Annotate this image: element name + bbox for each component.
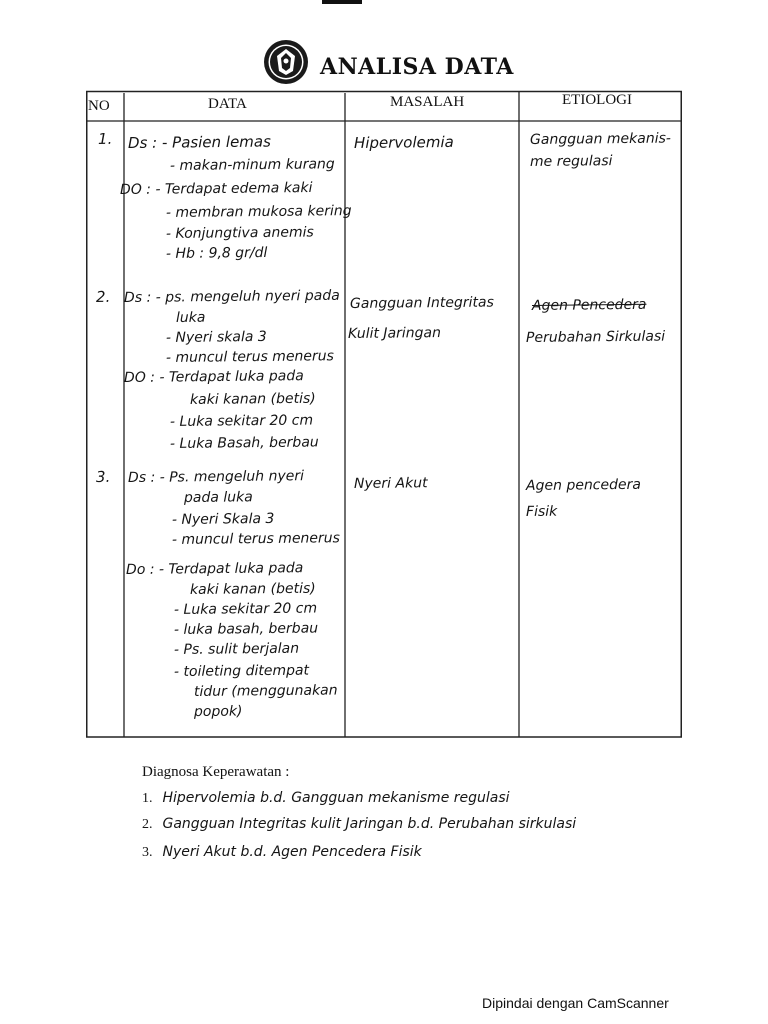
document-title: ANALISA DATA [320, 54, 514, 80]
diagnosis-text: Gangguan Integritas kulit Jaringan b.d. Perubahan sirkulasi [162, 816, 577, 832]
etiologi-line: Perubahan Sirkulasi [525, 328, 666, 346]
diagnosis-number: 3. [142, 845, 153, 860]
masalah-line: Kulit Jaringan [347, 325, 442, 342]
data-line: - Luka sekitar 20 cm [173, 600, 318, 618]
analysis-table [86, 90, 682, 738]
data-line: Ds : - ps. mengeluh nyeri pada [123, 287, 340, 306]
row-number: 3. [95, 467, 111, 486]
data-line: luka [175, 309, 206, 326]
masalah-line: Nyeri Akut [353, 475, 428, 492]
data-line: - toileting ditempat [173, 662, 310, 680]
data-line: - Luka Basah, berbau [169, 434, 319, 452]
data-line: kaki kanan (betis) [189, 580, 316, 598]
data-line: tidur (menggunakan [193, 682, 338, 700]
diagnosis-item [142, 816, 576, 833]
top-edge-mark [322, 0, 362, 4]
etiologi-line: Fisik [525, 503, 558, 520]
scanner-footer: Dipindai dengan CamScanner [482, 995, 669, 1011]
column-header-etiologi: ETIOLOGI [562, 92, 632, 108]
data-line: Ds : - Pasien lemas [127, 132, 271, 152]
data-line: - makan-minum kurang [169, 156, 335, 174]
diagnosis-text: Nyeri Akut b.d. Agen Pencedera Fisik [162, 844, 422, 860]
etiologi-line: Agen pencedera [525, 476, 641, 494]
data-line: DO : - Terdapat edema kaki [119, 179, 313, 198]
data-line: Do : - Terdapat luka pada [125, 560, 304, 578]
data-line: pada luka [183, 489, 253, 506]
data-line: - Nyeri skala 3 [165, 328, 267, 346]
diagnosis-item [142, 790, 510, 807]
data-line: - Nyeri Skala 3 [171, 510, 275, 528]
data-line: - membran mukosa kering [165, 203, 352, 221]
data-line: Ds : - Ps. mengeluh nyeri [127, 468, 305, 486]
column-header-masalah: MASALAH [390, 94, 465, 110]
data-line: - Hb : 9,8 gr/dl [165, 244, 268, 262]
data-line: kaki kanan (betis) [189, 390, 316, 408]
diagnosis-text: Hipervolemia b.d. Gangguan mekanisme regulasi [162, 790, 510, 806]
data-line: - Konjungtiva anemis [165, 224, 314, 242]
etiologi-line: Gangguan mekanis- [529, 130, 671, 148]
diagnosis-item [142, 844, 422, 861]
column-header-no: NO [88, 98, 110, 114]
row-number: 2. [95, 287, 111, 306]
etiologi-line: me regulasi [529, 153, 613, 170]
institution-seal-icon [262, 38, 310, 86]
data-line: - luka basah, berbau [173, 620, 319, 638]
masalah-line: Gangguan Integritas [349, 294, 494, 312]
masalah-line: Hipervolemia [353, 132, 454, 152]
data-line: popok) [193, 703, 243, 720]
diagnosis-heading: Diagnosa Keperawatan : [142, 764, 290, 780]
etiologi-struck-line: Agen Pencedera [531, 296, 647, 314]
diagnosis-number: 1. [142, 791, 153, 806]
diagnosis-number: 2. [142, 817, 153, 832]
data-line: - Ps. sulit berjalan [173, 640, 300, 658]
data-line: - muncul terus menerus [171, 530, 341, 548]
column-header-data: DATA [208, 96, 247, 112]
row-number: 1. [97, 129, 113, 148]
data-line: DO : - Terdapat luka pada [123, 368, 304, 386]
document-header [262, 38, 542, 88]
data-line: - Luka sekitar 20 cm [169, 412, 314, 430]
data-line: - muncul terus menerus [165, 348, 335, 366]
